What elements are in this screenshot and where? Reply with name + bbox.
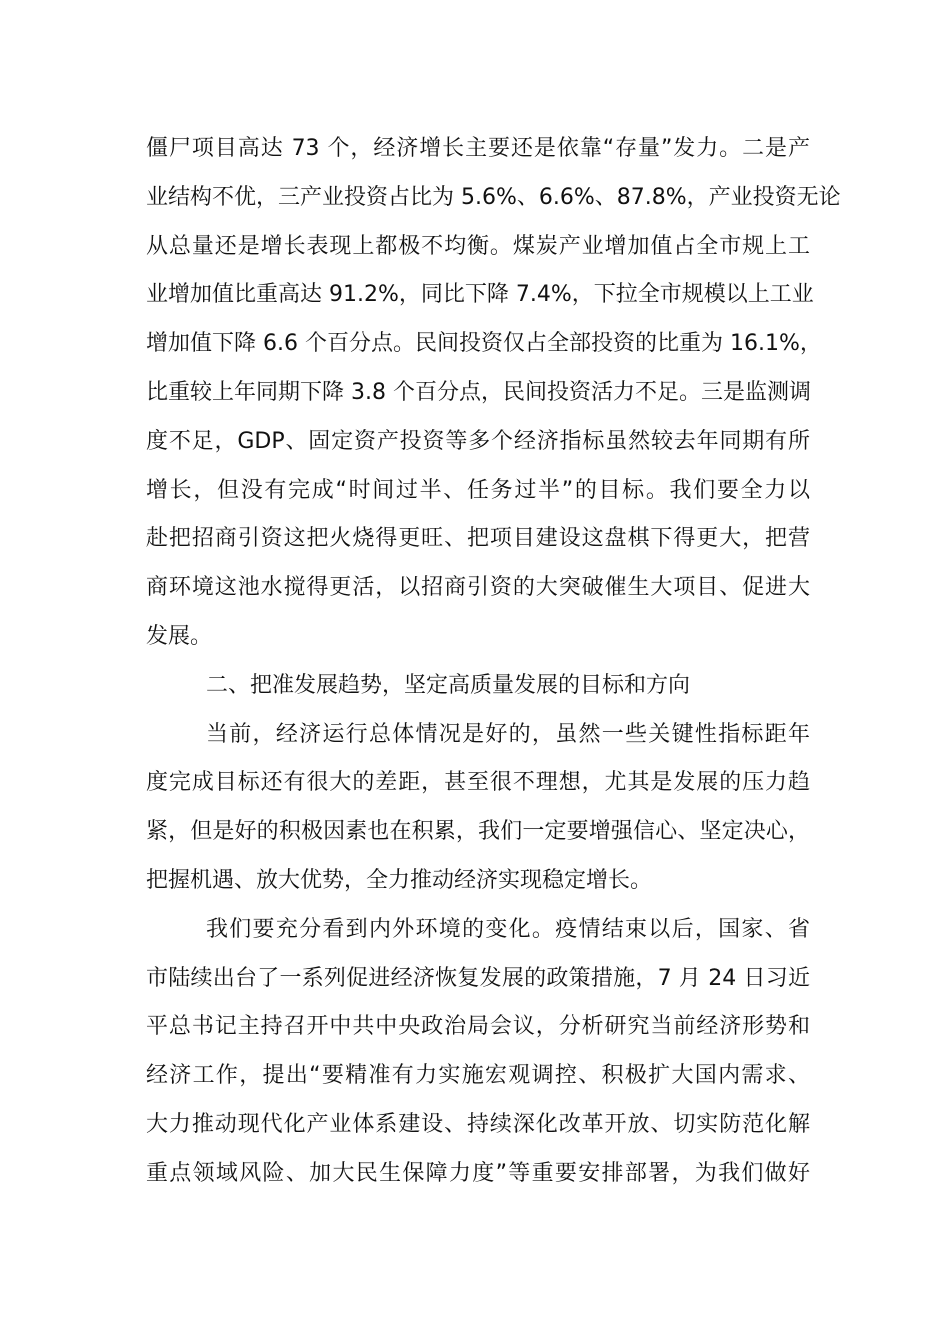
text-line: 赴把招商引资这把火烧得更旺、把项目建设这盘棋下得更大，把营 — [146, 526, 810, 552]
text-line: 大力推动现代化产业体系建设、持续深化改革开放、切实防范化解 — [146, 1111, 810, 1137]
text-line: 增加值下降 6.6 个百分点。民间投资仅占全部投资的比重为 16.1%， — [146, 331, 822, 357]
text-line: 商环境这池水搅得更活，以招商引资的大突破催生大项目、促进大 — [146, 575, 810, 601]
paragraph-start-line: 当前，经济运行总体情况是好的，虽然一些关键性指标距年 — [206, 721, 810, 747]
text-line: 业增加值比重高达 91.2%，同比下降 7.4%，下拉全市规模以上工业 — [146, 282, 814, 308]
body-text — [146, 125, 841, 1199]
text-line: 业结构不优，三产业投资占比为 5.6%、6.6%、87.8%，产业投资无论 — [146, 184, 841, 210]
text-line: 度完成目标还有很大的差距，甚至很不理想，尤其是发展的压力趋 — [146, 770, 810, 796]
text-line: 比重较上年同期下降 3.8 个百分点，民间投资活力不足。三是监测调 — [146, 379, 811, 405]
paragraph-start-line: 我们要充分看到内外环境的变化。疫情结束以后，国家、省 — [206, 916, 810, 942]
text-line: 把握机遇、放大优势，全力推动经济实现稳定增长。 — [146, 867, 653, 893]
text-line: 发展。 — [146, 623, 213, 649]
text-line: 僵尸项目高达 73 个，经济增长主要还是依靠“存量”发力。二是产 — [146, 136, 810, 161]
section-heading: 二、把准发展趋势，坚定高质量发展的目标和方向 — [206, 672, 691, 698]
text-line: 度不足，GDP、固定资产投资等多个经济指标虽然较去年同期有所 — [146, 428, 810, 454]
text-line: 平总书记主持召开中共中央政治局会议，分析研究当前经济形势和 — [146, 1014, 810, 1040]
text-line: 紧，但是好的积极因素也在积累，我们一定要增强信心、坚定决心， — [146, 819, 810, 845]
text-line: 市陆续出台了一系列促进经济恢复发展的政策措施，7 月 24 日习近 — [146, 965, 810, 991]
text-line: 经济工作，提出“要精准有力实施宏观调控、积极扩大国内需求、 — [146, 1063, 810, 1089]
text-line: 从总量还是增长表现上都极不均衡。煤炭产业增加值占全市规上工 — [146, 233, 810, 259]
text-line: 重点领域风险、加大民生保障力度”等重要安排部署，为我们做好 — [146, 1160, 810, 1186]
text-line: 增长，但没有完成“时间过半、任务过半”的目标。我们要全力以 — [146, 477, 810, 503]
